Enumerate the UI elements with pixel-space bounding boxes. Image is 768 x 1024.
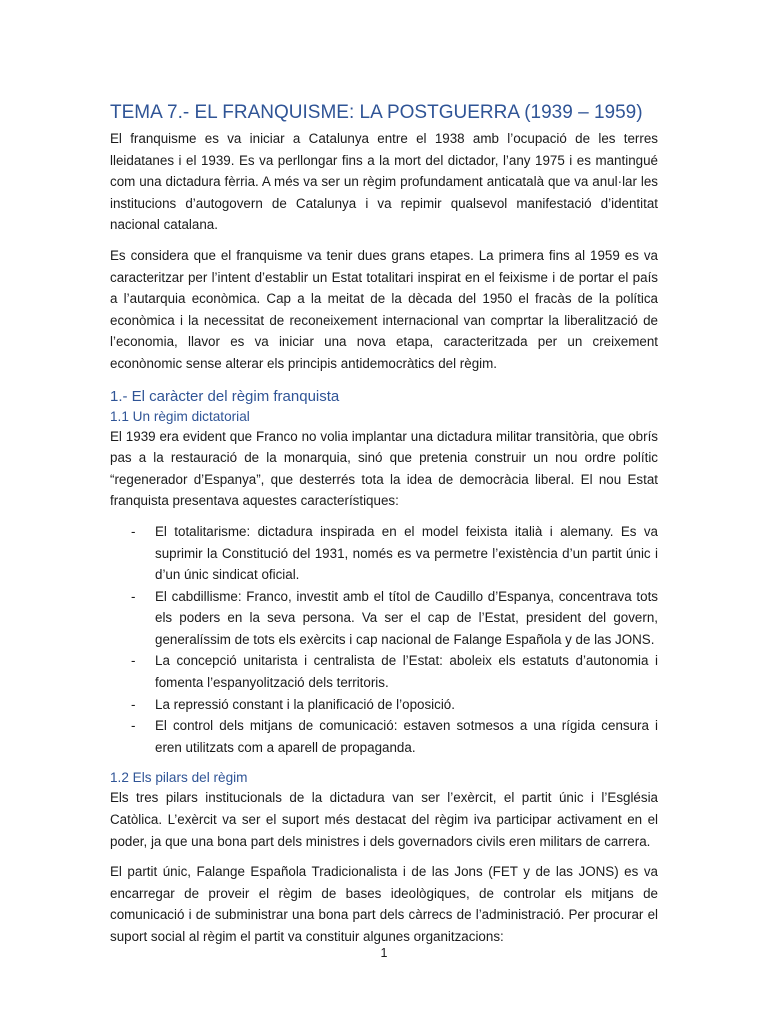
document-title: TEMA 7.- EL FRANQUISME: LA POSTGUERRA (1939 – 1959): [110, 102, 643, 123]
intro-paragraph-1: El franquisme es va iniciar a Catalunya entre el 1938 amb l’ocupació de les terres lleidatanes i el 1939. Es va perllongar fins a la mort del dictador, l’any 1975 i es mantingué com una dictadura fèrria. A més va ser un règim profundament anticatalà que va anul·lar les institucions d’autogovern de Catalunya i va repimir qualsevol manifestació d’identitat nacional catalana.: [110, 131, 658, 233]
dash-bullet: -: [131, 696, 136, 712]
list-item: [131, 521, 658, 586]
list-item: [131, 715, 658, 758]
page-number: 1: [380, 946, 388, 960]
list-item: [131, 650, 658, 693]
subsection-1-1-heading: 1.1 Un règim dictatorial: [110, 408, 250, 424]
list-item: [131, 586, 658, 651]
list-item: [131, 694, 658, 716]
section-1-heading: 1.- El caràcter del règim franquista: [110, 387, 340, 405]
dash-bullet: -: [131, 653, 136, 669]
subsection-1-2-heading: 1.2 Els pilars del règim: [110, 770, 248, 786]
list-item-text: La repressió constant i la planificació de l’oposició.: [155, 696, 455, 712]
list-item-text: El control dels mitjans de comunicació: estaven sotmesos a una rígida censura i eren utilitzats com a aparell de propaganda.: [155, 718, 658, 755]
dash-bullet: -: [131, 718, 136, 734]
list-item-text: El cabdillisme: Franco, investit amb el títol de Caudillo d’Espanya, concentrava tots els poders en la seva persona. Va ser el cap de l’Estat, president del govern, generalíssim de tots els exèrcits i cap nacional de Falange Española y de las JONS.: [155, 588, 658, 647]
list-item-text: La concepció unitarista i centralista de l’Estat: aboleix els estatuts d’autonomia i fomenta l’espanyolització dels territoris.: [155, 653, 658, 691]
characteristics-list: [110, 521, 658, 759]
dash-bullet: -: [131, 523, 136, 539]
subsection-1-2-paragraph-2: El partit únic, Falange Española Tradicionalista i de las Jons (FET y de las JONS) es va encarregar de proveir el règim de bases ideològiques, de controlar els mitjans de comunicació i de subministrar una bona part dels càrrecs de l’administració. Per procurar el suport social al règim el partit va constituir algunes organitzacions:: [110, 864, 658, 944]
intro-paragraph-2: Es considera que el franquisme va tenir dues grans etapes. La primera fins al 1959 es va caracteritzar per l’intent d’establir un Estat totalitari inspirat en el feixisme i de portar el país a l’autarquia econòmica. Cap a la meitat de la dècada del 1950 el fracàs de la política econòmica i la necessitat de reconeixement internacional van comprtar la liberalització de l’economia, llavor es va iniciar una nova etapa, caracteritzada per un creixement econònomic sense alterar els principis antidemocràtics del règim.: [110, 247, 658, 371]
list-item-text: El totalitarisme: dictadura inspirada en el model feixista italià i alemany. Es va suprimir la Constitució del 1931, només es va permetre l’existència d’un partit únic i d’un únic sindicat oficial.: [155, 523, 658, 583]
subsection-1-1-paragraph: El 1939 era evident que Franco no volia implantar una dictadura militar transitòria, que obrís pas a la restauració de la monarquia, sinó que pretenia construir un nou ordre polític “regenerador d’Espanya”, que desterrés tota la idea de democràcia liberal. El nou Estat franquista presentava aquestes característiques:: [110, 428, 658, 509]
dash-bullet: -: [131, 588, 136, 604]
subsection-1-2-paragraph-1: Els tres pilars institucionals de la dictadura van ser l’exèrcit, el partit únic i l’Església Catòlica. L’exèrcit va ser el suport més destacat del règim iva participar activament en el poder, ja que una bona part dels ministres i dels governadors civils eren militars de carrera.: [110, 790, 658, 849]
